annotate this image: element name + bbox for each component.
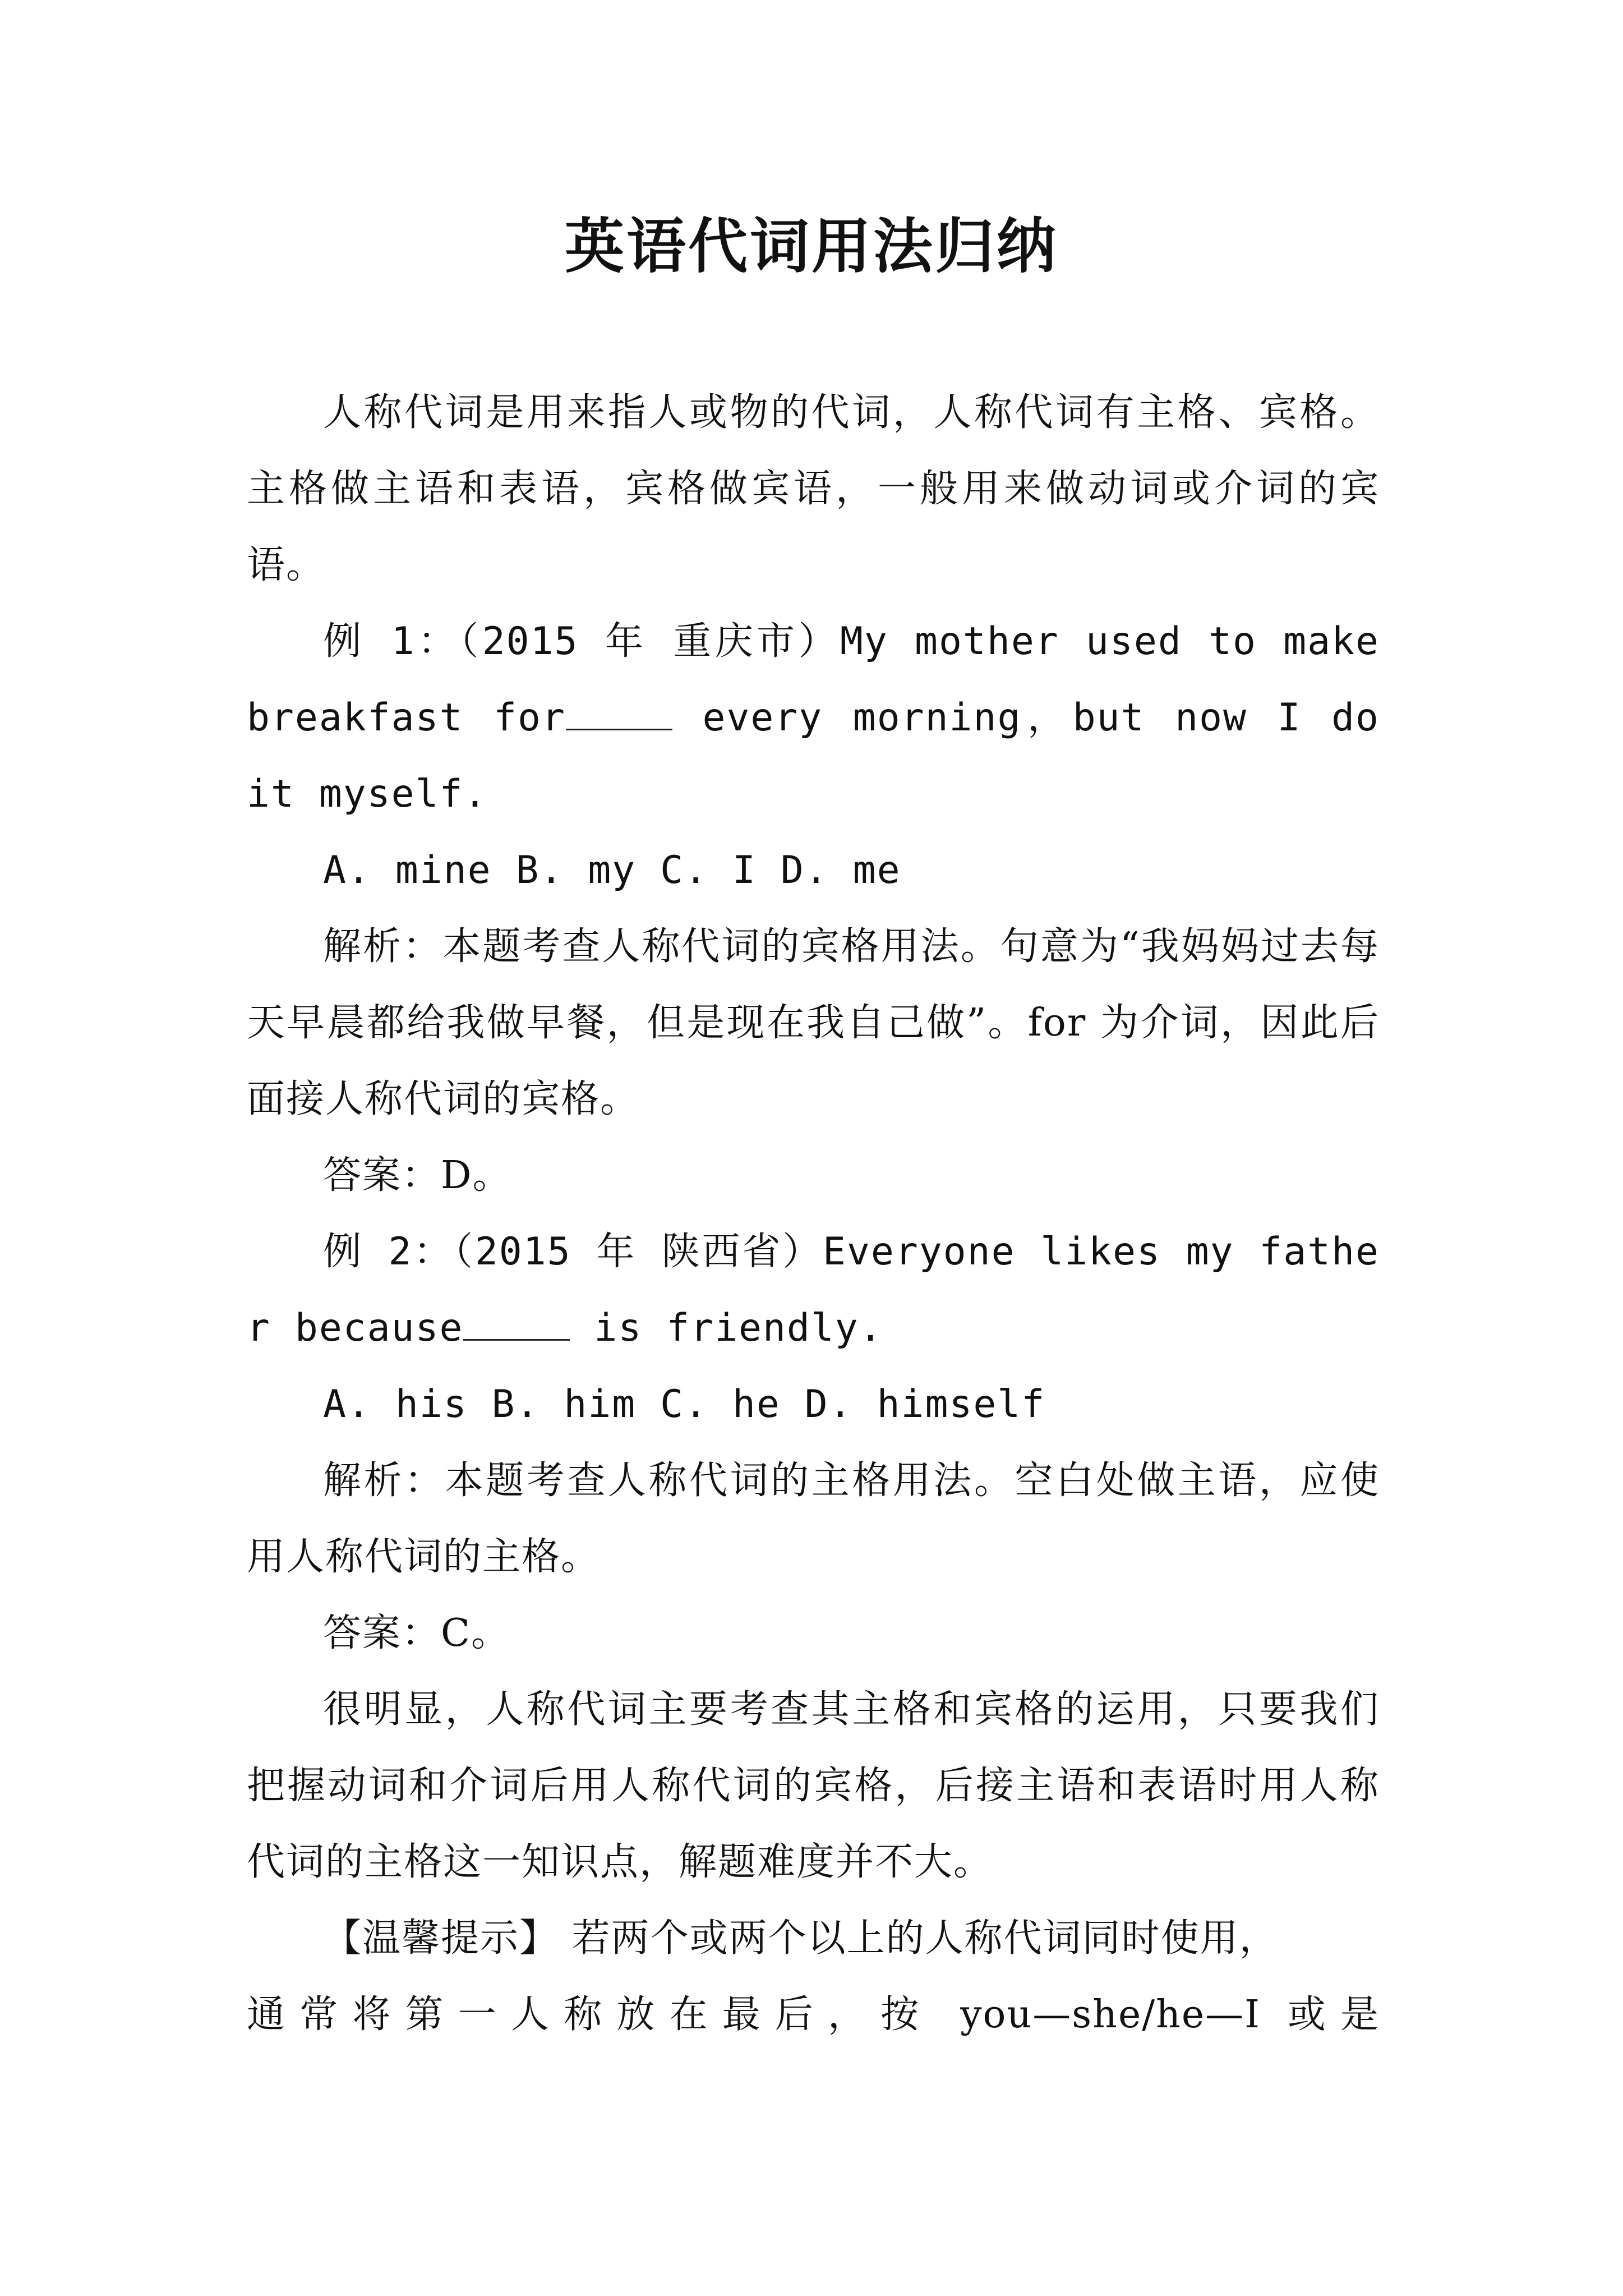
tip-line-2: 通常将第一人称放在最后，按 you—she/he—I 或是 — [247, 1993, 1380, 2037]
example-2-stem-text-a: 例 2：（2015 年 陕西省）Everyone likes my father because — [247, 1230, 1380, 1350]
example-2-analysis: 解析：本题考查人称代词的主格用法。空白处做主语，应使用人称代词的主格。 — [247, 1458, 1380, 1579]
example-1-analysis: 解析：本题考查人称代词的宾格用法。句意为“我妈妈过去每天早晨都给我做早餐，但是现在我自己做”。for 为介词，因此后面接人称代词的宾格。 — [247, 924, 1380, 1121]
example-1-options: A. mine B. my C. I D. me — [323, 848, 901, 892]
example-2-answer: 答案：C。 — [323, 1611, 511, 1655]
tip-line-1: 【温馨提示】 若两个或两个以上的人称代词同时使用， — [323, 1916, 1279, 1961]
example-1-stem — [247, 604, 1380, 832]
example-2-blank — [463, 1306, 570, 1341]
example-2-stem — [247, 1214, 1380, 1366]
summary-paragraph: 很明显，人称代词主要考查其主格和宾格的运用，只要我们把握动词和介词后用人称代词的宾格，后接主语和表语时用人称代词的主格这一知识点，解题难度并不大。 — [247, 1687, 1380, 1884]
document-body — [247, 375, 1380, 2053]
example-1-blank — [566, 696, 672, 730]
example-1-answer: 答案：D。 — [323, 1153, 512, 1198]
example-1-stem-text-a: 例 1：（2015 年 重庆市）My mother used to make breakfast for — [247, 619, 1380, 740]
document-title: 英语代词用法归纳 — [565, 211, 1058, 281]
example-2-options: A. his B. him C. he D. himself — [323, 1382, 1046, 1427]
example-2-stem-text-b: is friendly. — [570, 1306, 883, 1350]
intro-paragraph: 人称代词是用来指人或物的代词，人称代词有主格、宾格。主格做主语和表语，宾格做宾语，一般用来做动词或介词的宾语。 — [247, 390, 1380, 587]
example-1-stem-text-b: every morning，but now I do it myself. — [247, 696, 1380, 816]
